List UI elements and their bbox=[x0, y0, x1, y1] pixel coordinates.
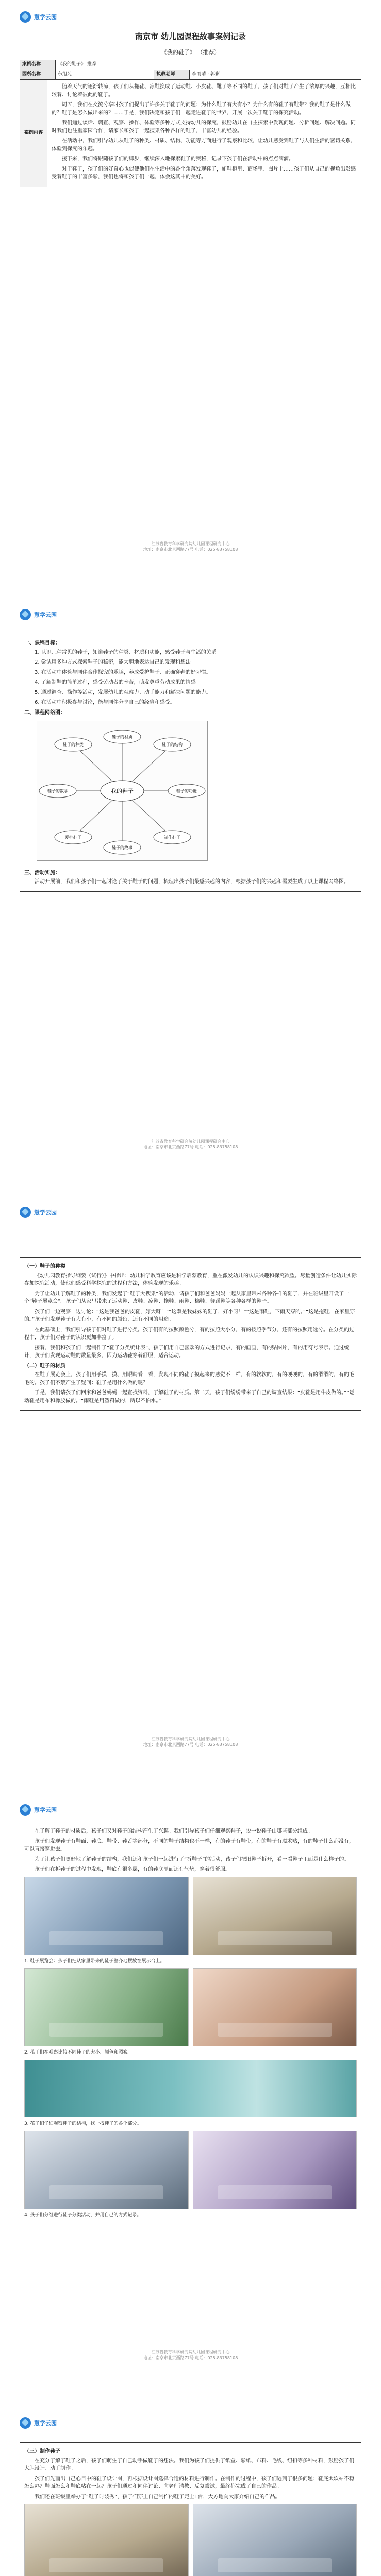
page-2 bbox=[0, 598, 381, 1164]
paragraph: 为了让幼儿了解鞋子的种类，我们发起了“鞋子大搜集”的活动，请孩子们和爸爸妈妈一起从家里带来各种各样的鞋子，并在班级里开设了一个“鞋子展览会”。孩子们从家里带来了运动鞋、皮鞋、凉鞋、拖鞋、雨鞋、棉鞋、舞蹈鞋等各种各样的鞋子。 bbox=[24, 1291, 350, 1304]
meta-value: 李雨晴 · 郭彩 bbox=[190, 70, 361, 80]
paragraph: 于是，我们请孩子们回家和爸爸妈妈一起查找资料，了解鞋子的材质。第二天，孩子们纷纷带来了自己的调查结果：“皮鞋是用牛皮做的。”“运动鞋是用布和橡胶做的。”“雨鞋是用塑料做的，所以不怕水。” bbox=[24, 1390, 355, 1404]
paragraph: 我们还在班级里举办了“鞋子时装秀”，孩子们穿上自己制作的鞋子走上T台，大方地向大家介绍自己的作品。 bbox=[35, 2494, 280, 2500]
brand-logo-icon bbox=[20, 1207, 31, 1218]
meta-table bbox=[20, 60, 361, 80]
document-page-3 bbox=[20, 1257, 361, 1411]
paragraph: 在充分了解了鞋子之后，孩子们萌生了自己动手做鞋子的想法。我们为孩子们提供了纸盒、彩纸、布料、毛线、纽扣等多种材料，鼓励孩子们大胆设计、动手制作。 bbox=[24, 2458, 354, 2471]
brand-logo-icon bbox=[20, 11, 31, 23]
brand-header bbox=[20, 11, 57, 23]
goal-item: 1. 认识几种常见的鞋子，知道鞋子的种类、材质和功能，感受鞋子与生活的关系。 bbox=[35, 649, 222, 655]
activity-photo bbox=[193, 2504, 357, 2576]
goal-item: 2. 尝试用多种方式探索鞋子的秘密，能大胆地表达自己的发现和想法。 bbox=[35, 659, 196, 665]
activity-photo bbox=[24, 1968, 189, 2046]
paragraph: 对于鞋子，孩子们的好奇心也促使他们在生活中的各个角落发现鞋子，如鞋柜里、商场里、图片上……孩子们从自己的视角出发感受着鞋子的丰富多彩，我们也将和孩子们一起，体会这其中的美好。 bbox=[52, 166, 356, 180]
mindmap-node-label: 鞋子的功能 bbox=[176, 789, 197, 793]
goal-item: 5. 通过调查、操作等活动，发展幼儿的观察力、动手能力和解决问题的能力。 bbox=[35, 689, 211, 696]
mindmap-node-label: 鞋子的数学 bbox=[47, 789, 68, 793]
page-footer bbox=[0, 2349, 381, 2361]
meta-value: 《我的鞋子》 推荐 bbox=[56, 60, 361, 70]
paragraph: 在鞋子展览会上，孩子们用手摸一摸、用眼睛看一看，发现不同的鞋子摸起来的感觉不一样，有的软软的，有的硬硬的，有的滑滑的，有的毛毛的。孩子们不禁产生了疑问：鞋子是用什么做的呢？ bbox=[24, 1372, 354, 1386]
document-page-4 bbox=[20, 1824, 361, 2226]
photo-caption: 1. 鞋子展览会：孩子们把从家里带来的鞋子整齐地摆放在展示台上。 bbox=[24, 1958, 165, 1964]
brand-logo-icon bbox=[20, 609, 31, 620]
photo-caption: 2. 孩子们在观察比较不同鞋子的大小、颜色和图案。 bbox=[24, 2050, 132, 2056]
mindmap-center-label: 我的鞋子 bbox=[111, 788, 134, 794]
course-mindmap bbox=[37, 721, 208, 861]
brand-name: 慧学云园 bbox=[34, 2420, 57, 2427]
photo-grid bbox=[24, 2504, 357, 2576]
paragraph: 接着，我们和孩子们一起制作了“鞋子分类统计表”，孩子们用自己喜欢的方式进行记录，有的画画，有的贴图片，有的用符号表示。通过统计，孩子们发现运动鞋的数量最多，因为运动鞋穿着舒服，适合运动。 bbox=[24, 1345, 350, 1359]
section-title: 二、课程网络图： bbox=[24, 709, 65, 716]
photo-grid bbox=[24, 1877, 357, 1955]
goal-item: 4. 了解制鞋的简单过程，感受劳动者的辛苦，萌发尊重劳动成果的情感。 bbox=[35, 680, 201, 685]
page-3-box bbox=[20, 1257, 361, 1411]
paragraph: 周五，我们在交流分享时孩子们提出了许多关于鞋子的问题：为什么鞋子有大有小？为什么有的鞋子有鞋带？我的鞋子是什么做的？鞋子是怎么做出来的？……于是，我们决定和孩子们一起走进鞋子的世界，开展一次关于鞋子的探究活动。 bbox=[52, 102, 351, 116]
mindmap-node-label: 鞋子的结构 bbox=[162, 742, 183, 747]
paragraph: 孩子们一边观察一边讨论：“这是我爸爸的皮鞋，好大呀！”“这双是我妹妹的鞋子，好小呀！”“这是雨鞋，下雨天穿的。”“这是拖鞋，在家里穿的。”孩子们发现鞋子有大有小，有不同的颜色，还有不同的用途。 bbox=[24, 1309, 355, 1323]
case-content-row bbox=[20, 80, 361, 187]
section-title: 一、课程目标： bbox=[24, 640, 60, 646]
page-footer bbox=[0, 1736, 381, 1748]
photo-grid bbox=[24, 2131, 357, 2209]
paragraph: 孩子们先画出自己心目中的鞋子设计图，再根据设计图选择合适的材料进行制作。在制作的过程中，孩子们遇到了很多问题：鞋底太软站不稳怎么办？鞋面怎么和鞋底粘在一起？孩子们通过和同伴讨论、向老师请教、反复尝试，最终都完成了自己的作品。 bbox=[24, 2476, 354, 2489]
footer-line-2: 地址：南京市北京西路77号 电话：025-83758108 bbox=[143, 547, 238, 552]
doc-title: 南京市 幼儿园课程故事案例记录 bbox=[135, 32, 246, 41]
case-content-body bbox=[47, 80, 361, 187]
mindmap-node-label: 鞋子的材质 bbox=[112, 735, 132, 739]
photo-grid bbox=[24, 1968, 357, 2046]
page-3 bbox=[0, 1195, 381, 1762]
footer-line-2: 地址：南京市北京西路77号 电话：025-83758108 bbox=[143, 1742, 238, 1748]
footer-line-1: 江苏省教育科学研究院幼儿园课程研究中心 bbox=[151, 1737, 230, 1741]
footer-line-1: 江苏省教育科学研究院幼儿园课程研究中心 bbox=[151, 541, 230, 546]
mindmap-node-label: 爱护鞋子 bbox=[65, 835, 81, 840]
page-1 bbox=[0, 0, 381, 567]
mindmap-node-label: 鞋子的种类 bbox=[63, 742, 84, 747]
mindmap-node-label: 制作鞋子 bbox=[164, 835, 180, 840]
page-footer bbox=[0, 541, 381, 552]
paragraph: 《幼儿园教育指导纲要（试行）》中指出：幼儿科学教育应该是科学启蒙教育，重在激发幼儿的认识兴趣和探究欲望。尽量创造条件让幼儿实际参加探究活动，使他们感受科学探究的过程和方法，体验发现的乐趣。 bbox=[24, 1273, 357, 1286]
case-content-label: 案例内容 bbox=[20, 80, 47, 187]
brand-name: 慧学云园 bbox=[34, 1807, 57, 1814]
page-2-box bbox=[20, 634, 361, 892]
brand-header bbox=[20, 1804, 57, 1816]
activity-photo bbox=[24, 2131, 189, 2209]
goal-item: 3. 在活动中体验与同伴合作探究的乐趣，养成爱护鞋子、正确穿鞋的好习惯。 bbox=[35, 669, 211, 675]
page-footer bbox=[0, 1139, 381, 1150]
activity-photo bbox=[24, 1877, 189, 1955]
activity-photo bbox=[193, 1877, 357, 1955]
activity-photo bbox=[24, 2504, 189, 2576]
case-name: 《我的鞋子》 （推荐） bbox=[161, 49, 220, 56]
paragraph: 接下来，我们将跟随孩子们的脚步，继续深入地探索鞋子的奥秘，记录下孩子们在活动中的点点滴滴。 bbox=[62, 156, 294, 162]
paragraph: 我们通过谈话、调查、观察、操作、体验等多种方式支持幼儿的探究，鼓励幼儿在自主探索中发现问题、分析问题、解决问题。同时我们也注重家园合作，请家长和孩子一起搜集各种各样的鞋子，丰富幼儿的经验。 bbox=[52, 120, 356, 134]
activity-photo bbox=[24, 2060, 357, 2117]
footer-line-1: 江苏省教育科学研究院幼儿园课程研究中心 bbox=[151, 2350, 230, 2354]
brand-logo-icon bbox=[20, 2417, 31, 2429]
page-4-box bbox=[20, 1824, 361, 2226]
footer-line-2: 地址：南京市北京西路77号 电话：025-83758108 bbox=[143, 1145, 238, 1150]
meta-label: 案例名称 bbox=[20, 60, 56, 70]
footer-line-1: 江苏省教育科学研究院幼儿园课程研究中心 bbox=[151, 1139, 230, 1144]
mindmap-node-label: 鞋子的故事 bbox=[112, 845, 132, 850]
document-page-5 bbox=[20, 2442, 361, 2576]
brand-name: 慧学云园 bbox=[34, 1209, 57, 1216]
paragraph: 孩子们在拆鞋子的过程中发现，鞋底有很多层，有的鞋底里面还有气垫，穿着很舒服。 bbox=[35, 1867, 230, 1872]
document-page-1 bbox=[20, 31, 361, 187]
paragraph: 随着天气的逐渐转凉，孩子们从拖鞋、凉鞋换成了运动鞋、小皮鞋、靴子等不同的鞋子，孩子们对鞋子产生了浓厚的兴趣，互相比较着、讨论着彼此的鞋子。 bbox=[52, 84, 356, 98]
brand-header bbox=[20, 2417, 57, 2429]
section-title: （二）鞋子的材质 bbox=[24, 1363, 65, 1369]
section-title: 三、活动实施： bbox=[24, 870, 60, 876]
brand-name: 慧学云园 bbox=[34, 612, 57, 618]
activity-photo bbox=[193, 1968, 357, 2046]
brand-name: 慧学云园 bbox=[34, 14, 57, 21]
document-page-2 bbox=[20, 634, 361, 892]
activity-photo bbox=[193, 2131, 357, 2209]
section-title: （一）鞋子的种类 bbox=[24, 1264, 65, 1269]
photo-caption: 4. 孩子们分组进行鞋子分类活动，并用自己的方式记录。 bbox=[24, 2213, 142, 2218]
meta-label: 园所名称 bbox=[20, 70, 56, 80]
page-5-box bbox=[20, 2442, 361, 2576]
paragraph: 在此基础上，我们引导孩子们对鞋子进行分类。孩子们有的按照颜色分，有的按照大小分，有的按照季节分，还有的按照用途分。在分类的过程中，孩子们对鞋子的认识更加丰富了。 bbox=[24, 1327, 354, 1341]
meta-row bbox=[20, 70, 361, 80]
paragraph: 在活动中，我们引导幼儿从鞋子的种类、材质、结构、功能等方面进行了观察和比较，让幼儿感受到鞋子与人们生活的密切关系，体验到探究的乐趣。 bbox=[52, 138, 356, 152]
footer-line-2: 地址：南京市北京西路77号 电话：025-83758108 bbox=[143, 2355, 238, 2361]
meta-label: 执教老师 bbox=[154, 70, 190, 80]
brand-logo-icon bbox=[20, 1804, 31, 1816]
paragraph: 活动开展前，我们和孩子们一起讨论了关于鞋子的问题，梳理出孩子们最感兴趣的内容，根据孩子们的兴趣和需要生成了以上课程网络图。 bbox=[35, 879, 349, 885]
brand-header bbox=[20, 1207, 57, 1218]
meta-value: 东旭苑 bbox=[56, 70, 154, 80]
paragraph: 孩子们发现鞋子有鞋面、鞋底、鞋带、鞋舌等部分，不同的鞋子结构也不一样，有的鞋子有鞋带，有的鞋子有魔术贴，有的鞋子什么都没有，可以直接穿进去。 bbox=[24, 1838, 354, 1852]
page-4 bbox=[0, 1793, 381, 2375]
paragraph: 为了让孩子们更好地了解鞋子的结构，我们还和孩子们一起进行了“拆鞋子”的活动，孩子们把旧鞋子拆开，看一看鞋子里面是什么样子的。 bbox=[35, 1856, 350, 1862]
brand-header bbox=[20, 609, 57, 620]
page-5 bbox=[0, 2406, 381, 2576]
paragraph: 在了解了鞋子的材质后，孩子们又对鞋子的结构产生了兴趣。我们引导孩子们仔细观察鞋子，说一说鞋子由哪些部分组成。 bbox=[35, 1828, 313, 1834]
meta-row bbox=[20, 60, 361, 70]
section-title: （三）制作鞋子 bbox=[24, 2449, 60, 2454]
photo-caption: 3. 孩子们仔细观察鞋子的结构，找一找鞋子的各个部分。 bbox=[24, 2121, 142, 2127]
goal-item: 6. 在活动中积极参与讨论，能与同伴分享自己的经验和感受。 bbox=[35, 700, 175, 705]
